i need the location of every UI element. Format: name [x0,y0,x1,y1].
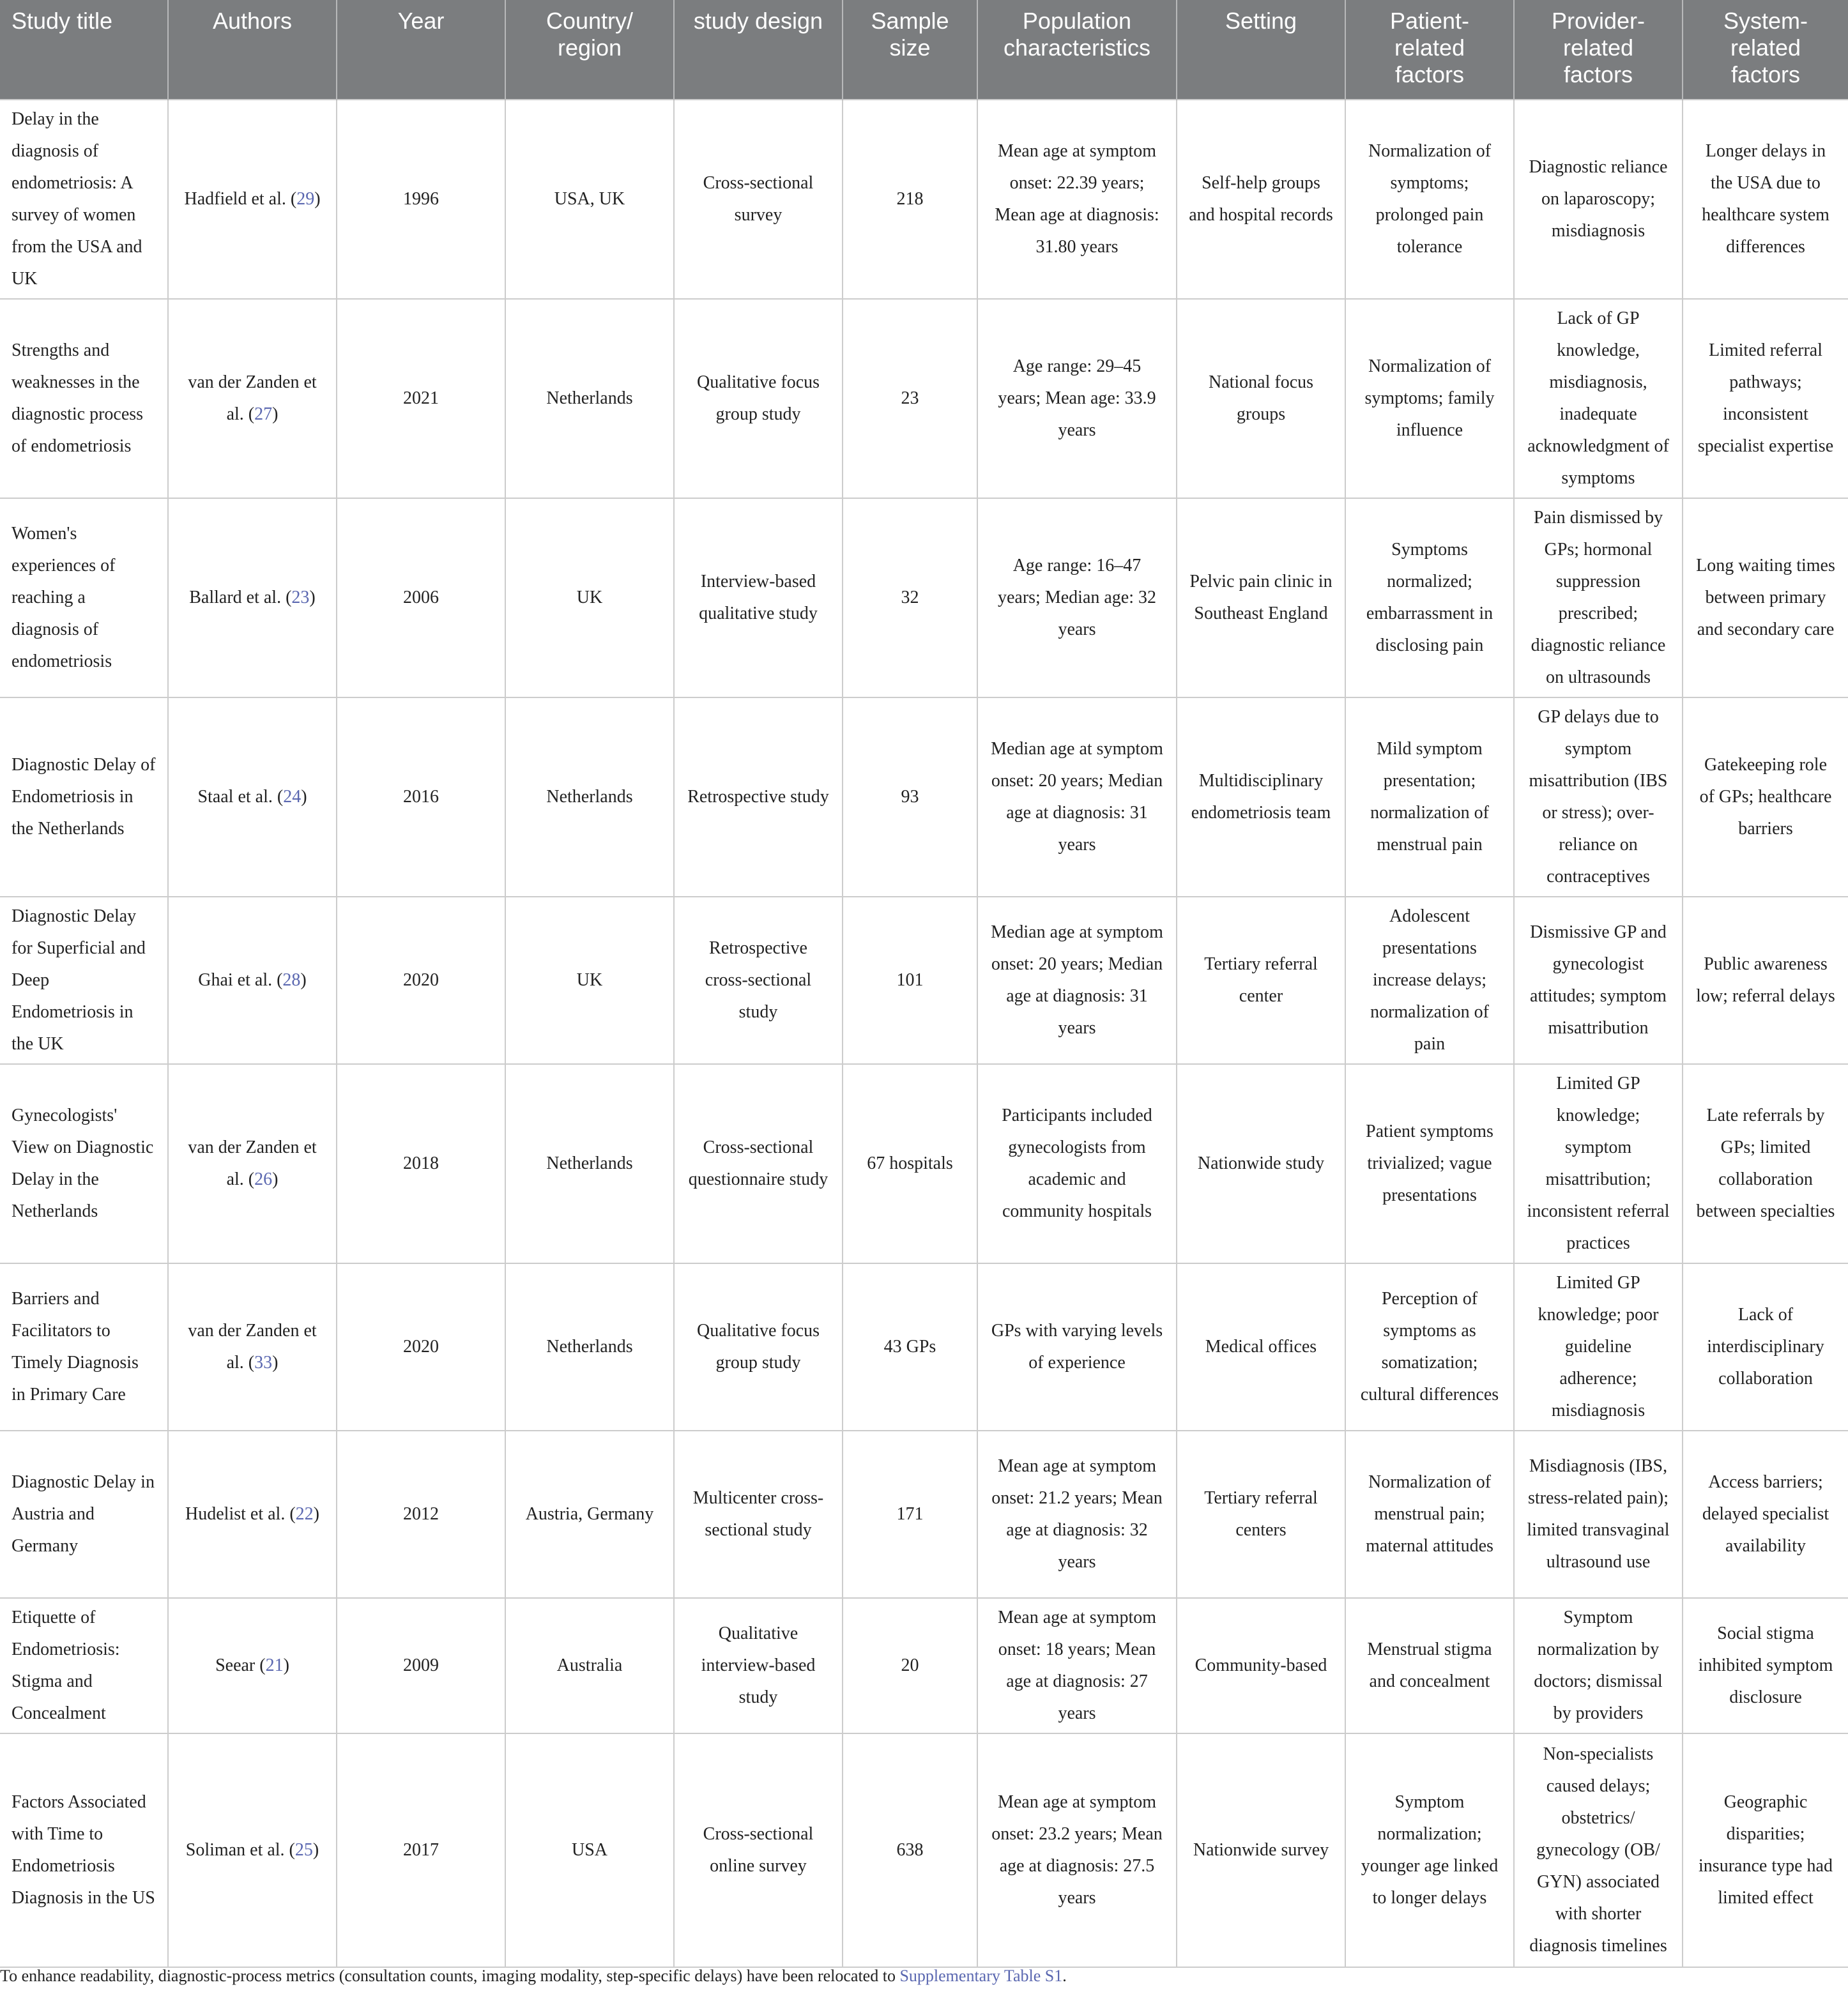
cell-country: USA [505,1733,674,1967]
cell-provider: Non-specialists caused delays; obstetrics/ gynecology (OB/ GYN) associated with shorter diagnosis timelines [1514,1733,1683,1967]
cell-patient: Normalization of symptoms; prolonged pain tolerance [1345,100,1514,299]
author-text: Ghai et al. ( [198,970,283,990]
table-footnote [0,1966,1067,1986]
cell-population: Median age at symptom onset: 20 years; Median age at diagnosis: 31 years [977,897,1177,1064]
cell-provider: Dismissive GP and gynecologist attitudes; symptom misattribution [1514,897,1683,1064]
header-sample-size: Sample size [843,0,977,100]
cell-population: Mean age at symptom onset: 21.2 years; Mean age at diagnosis: 32 years [977,1431,1177,1598]
reference-link[interactable]: 27 [254,404,273,424]
reference-link[interactable]: 24 [283,787,302,807]
table-row [0,1598,1848,1733]
cell-design: Retrospective cross-sectional study [674,897,843,1064]
reference-link[interactable]: 29 [296,189,315,209]
cell-authors [168,697,337,897]
cell-year: 2016 [337,697,505,897]
cell-provider: Limited GP knowledge; symptom misattribution; inconsistent referral practices [1514,1064,1683,1263]
cell-patient: Mild symptom presentation; normalization of menstrual pain [1345,697,1514,897]
cell-country: UK [505,498,674,697]
header-row [0,0,1848,100]
cell-setting: Tertiary referral centers [1177,1431,1345,1598]
cell-population: Mean age at symptom onset: 18 years; Mean age at diagnosis: 27 years [977,1598,1177,1733]
cell-sample: 171 [843,1431,977,1598]
cell-year: 2021 [337,299,505,498]
table-row [0,1263,1848,1431]
cell-country: Netherlands [505,697,674,897]
cell-design: Cross-sectional questionnaire study [674,1064,843,1263]
cell-setting: Medical offices [1177,1263,1345,1431]
cell-patient: Normalization of menstrual pain; maternal attitudes [1345,1431,1514,1598]
author-text: van der Zanden et al. ( [188,1138,317,1189]
cell-sample: 20 [843,1598,977,1733]
header-patient-factors: Patient-related factors [1345,0,1514,100]
header-year: Year [337,0,505,100]
cell-population: Participants included gynecologists from academic and community hospitals [977,1064,1177,1263]
author-text-end: ) [272,404,279,424]
footnote-text: To enhance readability, diagnostic-process metrics (consultation counts, imaging modality, step-specific delays) have been relocated to [0,1967,900,1985]
cell-population: Age range: 29–45 years; Mean age: 33.9 years [977,299,1177,498]
cell-setting: Multidisciplinary endometriosis team [1177,697,1345,897]
cell-title: Etiquette of Endometriosis: Stigma and Concealment [0,1598,168,1733]
cell-population: GPs with varying levels of experience [977,1263,1177,1431]
cell-sample: 101 [843,897,977,1064]
cell-design: Cross-sectional survey [674,100,843,299]
author-text: Staal et al. ( [197,787,284,807]
table-row [0,299,1848,498]
author-text-end: ) [309,588,316,607]
cell-system: Long waiting times between primary and secondary care [1683,498,1848,697]
reference-link[interactable]: 26 [254,1169,273,1189]
cell-year: 2012 [337,1431,505,1598]
cell-sample: 67 hospitals [843,1064,977,1263]
cell-provider: Limited GP knowledge; poor guideline adherence; misdiagnosis [1514,1263,1683,1431]
reference-link[interactable]: 28 [282,970,301,990]
table-row [0,697,1848,897]
cell-authors [168,1598,337,1733]
cell-title: Delay in the diagnosis of endometriosis: A survey of women from the USA and UK [0,100,168,299]
author-text-end: ) [312,1840,319,1860]
author-text-end: ) [272,1353,279,1373]
reference-link[interactable]: 25 [294,1840,313,1860]
cell-title: Women's experiences of reaching a diagnosis of endometriosis [0,498,168,697]
author-text-end: ) [314,189,321,209]
header-provider-factors: Provider-related factors [1514,0,1683,100]
cell-sample: 93 [843,697,977,897]
table-row [0,100,1848,299]
cell-system: Gatekeeping role of GPs; healthcare barriers [1683,697,1848,897]
cell-system: Late referrals by GPs; limited collaboration between specialties [1683,1064,1848,1263]
cell-year: 2020 [337,1263,505,1431]
cell-sample: 32 [843,498,977,697]
cell-patient: Adolescent presentations increase delays; normalization of pain [1345,897,1514,1064]
author-text-end: ) [313,1504,319,1524]
author-text: van der Zanden et al. ( [188,372,317,424]
cell-patient: Symptoms normalized; embarrassment in disclosing pain [1345,498,1514,697]
cell-title: Gynecologists' View on Diagnostic Delay in the Netherlands [0,1064,168,1263]
cell-design: Retrospective study [674,697,843,897]
cell-design: Qualitative focus group study [674,299,843,498]
cell-setting: Community-based [1177,1598,1345,1733]
header-system-factors: System-related factors [1683,0,1848,100]
cell-title: Barriers and Facilitators to Timely Diagnosis in Primary Care [0,1263,168,1431]
cell-sample: 638 [843,1733,977,1967]
cell-patient: Symptom normalization; younger age linked to longer delays [1345,1733,1514,1967]
header-population: Population characteristics [977,0,1177,100]
cell-authors [168,299,337,498]
cell-patient: Patient symptoms trivialized; vague presentations [1345,1064,1514,1263]
cell-year: 2020 [337,897,505,1064]
cell-provider: Lack of GP knowledge, misdiagnosis, inadequate acknowledgment of symptoms [1514,299,1683,498]
cell-patient: Menstrual stigma and concealment [1345,1598,1514,1733]
header-study-title: Study title [0,0,168,100]
cell-system: Longer delays in the USA due to healthcare system differences [1683,100,1848,299]
cell-authors [168,498,337,697]
cell-authors [168,897,337,1064]
cell-country: Netherlands [505,299,674,498]
cell-authors [168,100,337,299]
cell-design: Interview-based qualitative study [674,498,843,697]
cell-title: Strengths and weaknesses in the diagnostic process of endometriosis [0,299,168,498]
header-setting: Setting [1177,0,1345,100]
cell-year: 2009 [337,1598,505,1733]
cell-authors [168,1431,337,1598]
cell-setting: Self-help groups and hospital records [1177,100,1345,299]
cell-setting: Tertiary referral center [1177,897,1345,1064]
cell-system: Lack of interdisciplinary collaboration [1683,1263,1848,1431]
table-row [0,897,1848,1064]
table-row [0,498,1848,697]
cell-population: Age range: 16–47 years; Median age: 32 years [977,498,1177,697]
header-authors: Authors [168,0,337,100]
cell-title: Diagnostic Delay in Austria and Germany [0,1431,168,1598]
cell-country: Netherlands [505,1064,674,1263]
cell-country: Australia [505,1598,674,1733]
cell-population: Mean age at symptom onset: 22.39 years; Mean age at diagnosis: 31.80 years [977,100,1177,299]
table-row [0,1431,1848,1598]
author-text-end: ) [300,970,307,990]
cell-population: Mean age at symptom onset: 23.2 years; Mean age at diagnosis: 27.5 years [977,1733,1177,1967]
author-text: Ballard et al. ( [189,588,292,607]
cell-year: 1996 [337,100,505,299]
table-row [0,1733,1848,1967]
cell-provider: GP delays due to symptom misattribution (IBS or stress); over-reliance on contraceptives [1514,697,1683,897]
cell-title: Diagnostic Delay for Superficial and Deep Endometriosis in the UK [0,897,168,1064]
cell-country: Netherlands [505,1263,674,1431]
cell-system: Limited referral pathways; inconsistent specialist expertise [1683,299,1848,498]
cell-design: Qualitative focus group study [674,1263,843,1431]
cell-provider: Symptom normalization by doctors; dismissal by providers [1514,1598,1683,1733]
author-text-end: ) [301,787,307,807]
cell-patient: Perception of symptoms as somatization; cultural differences [1345,1263,1514,1431]
cell-setting: Nationwide study [1177,1064,1345,1263]
cell-sample: 218 [843,100,977,299]
cell-authors [168,1263,337,1431]
cell-authors [168,1733,337,1967]
cell-system: Public awareness low; referral delays [1683,897,1848,1064]
cell-system: Social stigma inhibited symptom disclosure [1683,1598,1848,1733]
cell-authors [168,1064,337,1263]
reference-link[interactable]: 23 [291,588,310,607]
cell-year: 2017 [337,1733,505,1967]
cell-country: USA, UK [505,100,674,299]
cell-title: Diagnostic Delay of Endometriosis in the Netherlands [0,697,168,897]
author-text: Hudelist et al. ( [185,1504,296,1524]
cell-design: Qualitative interview-based study [674,1598,843,1733]
author-text: van der Zanden et al. ( [188,1321,317,1373]
footnote-end: . [1062,1967,1067,1985]
table-row [0,1064,1848,1263]
cell-title: Factors Associated with Time to Endometriosis Diagnosis in the US [0,1733,168,1967]
cell-setting: Nationwide survey [1177,1733,1345,1967]
cell-provider: Misdiagnosis (IBS, stress-related pain); limited transvaginal ultrasound use [1514,1431,1683,1598]
header-country: Country/ region [505,0,674,100]
cell-patient: Normalization of symptoms; family influence [1345,299,1514,498]
cell-country: UK [505,897,674,1064]
cell-design: Cross-sectional online survey [674,1733,843,1967]
supplementary-table-link[interactable]: Supplementary Table S1 [899,1967,1063,1985]
author-text: Soliman et al. ( [185,1840,295,1860]
cell-population: Median age at symptom onset: 20 years; Median age at diagnosis: 31 years [977,697,1177,897]
cell-setting: Pelvic pain clinic in Southeast England [1177,498,1345,697]
cell-setting: National focus groups [1177,299,1345,498]
cell-year: 2006 [337,498,505,697]
cell-design: Multicenter cross-sectional study [674,1431,843,1598]
cell-year: 2018 [337,1064,505,1263]
author-text: Hadfield et al. ( [184,189,297,209]
reference-link[interactable]: 21 [265,1655,284,1675]
author-text-end: ) [283,1655,289,1675]
header-study-design: study design [674,0,843,100]
reference-link[interactable]: 33 [254,1353,273,1373]
cell-provider: Pain dismissed by GPs; hormonal suppression prescribed; diagnostic reliance on ultrasounds [1514,498,1683,697]
cell-country: Austria, Germany [505,1431,674,1598]
author-text: Seear ( [215,1655,266,1675]
cell-sample: 43 GPs [843,1263,977,1431]
cell-provider: Diagnostic reliance on laparoscopy; misdiagnosis [1514,100,1683,299]
cell-sample: 23 [843,299,977,498]
reference-link[interactable]: 22 [295,1504,314,1524]
cell-system: Geographic disparities; insurance type had limited effect [1683,1733,1848,1967]
cell-system: Access barriers; delayed specialist availability [1683,1431,1848,1598]
author-text-end: ) [272,1169,279,1189]
